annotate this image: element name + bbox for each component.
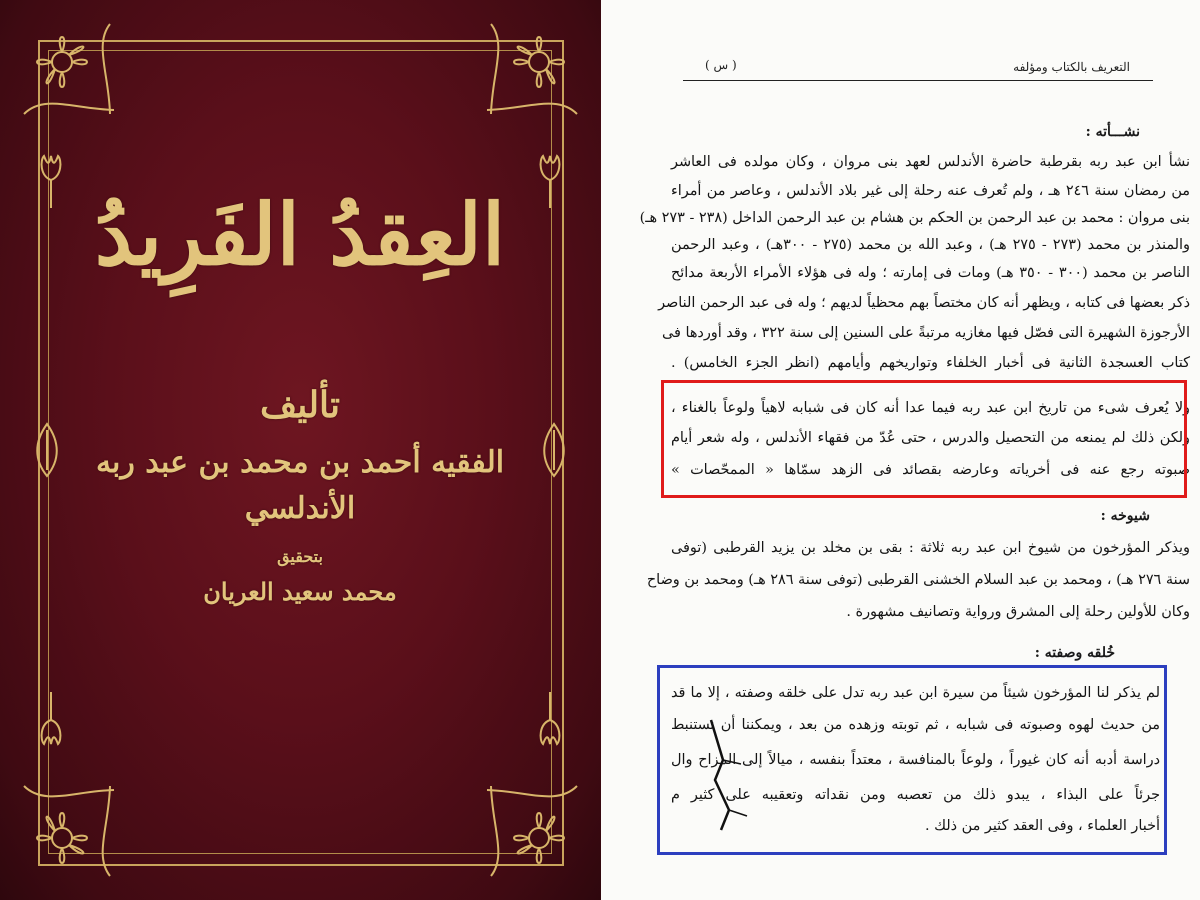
text-line: نشأ ابن عبد ربه بقرطبة حاضرة الأندلس لعهد بنى مروان ، وكان مولده فى العاشر: [671, 154, 1190, 170]
author-caption: تأليف: [259, 384, 341, 426]
text-line: ذكر بعضها فى كتابه ، ويظهر أنه كان مختصاً بهم محظياً لديهم ؛ وله فى عبد الرحمن الناصر: [658, 295, 1190, 311]
text-line: بنى مروان : محمد بن عبد الرحمن بن الحكم بن هشام بن عبد الرحمن الداخل (٢٣٨ - ٢٧٣ هـ): [639, 210, 1190, 226]
page-header-title: التعريف بالكتاب ومؤلفه: [1013, 60, 1130, 74]
tulip-ornament-icon: [535, 690, 565, 750]
text-line: والمنذر بن محمد (٢٧٣ - ٢٧٥ هـ) ، وعبد الله بن محمد (٢٧٥ - ٣٠٠هـ) ، وعبد الرحمن: [671, 237, 1191, 253]
text-line: الناصر بن محمد (٣٠٠ - ٣٥٠ هـ) ومات فى إمارته ؛ وله فى هؤلاء الأمراء الأربعة مدائح: [671, 265, 1191, 281]
author-name: الفقيه أحمد بن محمد بن عبد ربه الأندلسي: [95, 445, 505, 526]
section-heading-upbringing: نشـــأته :: [1085, 124, 1140, 140]
book-title: العِقدُ الفَرِيدُ: [94, 185, 506, 284]
highlighted-text-line: لم يذكر لنا المؤرخون شيئاً من سيرة ابن عبد ربه تدل على خلقه وصفته ، إلا ما قد: [671, 685, 1160, 701]
text-line: الأرجوزة الشهيرة التى فصّل فيها مغازيه مرتبةً على السنين إلى سنة ٣٢٢ ، وقد أوردها فى: [662, 325, 1190, 341]
highlighted-text-line: أخبار العلماء ، وفى العقد كثير من ذلك .: [925, 818, 1160, 834]
highlighted-text-line: ولكن ذلك لم يمنعه من التحصيل والدرس ، حتى عُدّ من فقهاء الأندلس ، وله شعر أيام: [671, 430, 1190, 446]
blue-highlight-box: [657, 665, 1167, 855]
flower-ornament-icon: [14, 14, 124, 124]
section-heading-teachers: شيوخه :: [1100, 508, 1150, 524]
text-line: كتاب العسجدة الثانية فى أخبار الخلفاء وتواريخهم وأيامهم (انظر الجزء الخامس) .: [671, 355, 1190, 371]
editor-caption: بتحقيق: [277, 547, 323, 566]
section-heading-character: خُلقه وصفته :: [1034, 645, 1115, 661]
flower-ornament-icon: [14, 776, 124, 886]
text-line: سنة ٢٧٦ هـ) ، ومحمد بن عبد السلام الخشنى القرطبى (توفى سنة ٢٨٦ هـ) ومحمد بن وضاح: [646, 572, 1190, 588]
text-line: من رمضان سنة ٢٤٦ هـ ، ولم تُعرف عنه رحلة إلى غير بلاد الأندلس ، وعاصر من أمراء: [671, 183, 1190, 199]
red-highlight-box: [661, 380, 1187, 498]
tulip-ornament-icon: [36, 690, 66, 750]
editor-name: محمد سعيد العريان: [203, 577, 397, 606]
flower-ornament-icon: [477, 14, 587, 124]
text-line: ويذكر المؤرخون من شيوخ ابن عبد ربه ثلاثة : بقى بن مخلد بن يزيد القرطبى (توفى: [671, 540, 1190, 556]
text-line: وكان للأولين رحلة إلى المشرق ورواية وتصانيف مشهورة .: [846, 604, 1190, 620]
highlighted-text-line: من حديث لهوه وصبوته فى شبابه ، ثم توبته وزهده من بعد ، ويمكننا أن نستنبط: [671, 717, 1160, 733]
flower-ornament-icon: [477, 776, 587, 886]
highlighted-text-line: دراسة أدبه أنه كان غيوراً ، ولوعاً بالمنافسة ، معتداً بنفسه ، ميالاً إلى المزاح وال: [671, 752, 1160, 768]
highlighted-text-line: ولا يُعرف شىء من تاريخ ابن عبد ربه فيما عدا أنه كان فى شبابه لاهياً ولوعاً بالغناء ،: [671, 400, 1190, 416]
leaf-ornament-icon: [539, 420, 569, 480]
highlighted-text-line: صبوته رجع عنه فى أخرياته وعارضه بقصائد فى الزهد سمّاها « الممحّصات »: [671, 462, 1190, 478]
highlighted-text-line: جرئاً على البذاء ، يبدو ذلك من تعصبه ومن نقداته وتعقيبه على كثير م: [671, 787, 1160, 803]
header-rule: [683, 80, 1153, 81]
page-number: ( س ): [705, 58, 737, 72]
leaf-ornament-icon: [32, 420, 62, 480]
